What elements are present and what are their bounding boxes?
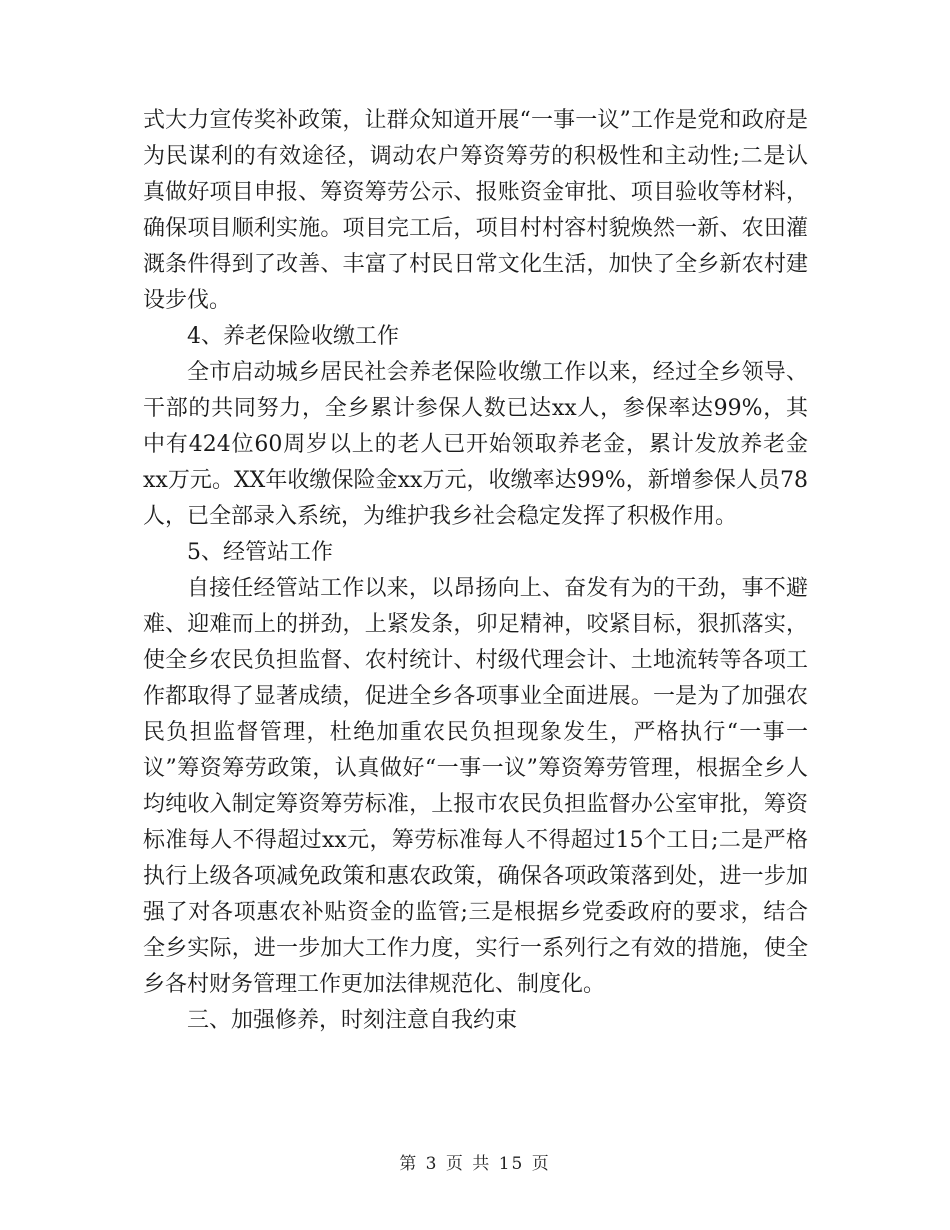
page-number-footer: 第 3 页 共 15 页 <box>399 1154 551 1174</box>
paragraph-pension-collection: 全市启动城乡居民社会养老保险收缴工作以来，经过全乡领导、干部的共同努力，全乡累计参保人数已达xx人，参保率达99%，其中有424位60周岁以上的老人已开始领取养老金，累计发放养老金xx万元。XX年收缴保险金xx万元，收缴率达99%，新增参保人员78人，已全部录入系统，为维护我乡社会稳定发挥了积极作用。 <box>143 360 808 529</box>
paragraph-rural-project: 式大力宣传奖补政策，让群众知道开展“一事一议”工作是党和政府是为民谋利的有效途径，调动农户筹资筹劳的积极性和主动性;二是认真做好项目申报、筹资筹劳公示、报账资金审批、项目验收等材料，确保项目顺利实施。项目完工后，项目村村容村貌焕然一新、农田灌溉条件得到了改善、丰富了村民日常文化生活，加快了全乡新农村建设步伐。 <box>143 108 808 313</box>
heading-pension-collection: 4、养老保险收缴工作 <box>187 324 399 349</box>
document-body <box>143 103 808 1039</box>
heading-self-discipline: 三、加强修养，时刻注意自我约束 <box>187 1008 518 1033</box>
paragraph-management-station: 自接任经管站工作以来，以昂扬向上、奋发有为的干劲，事不避难、迎难而上的拼劲，上紧发条，卯足精神，咬紧目标，狠抓落实，使全乡农民负担监督、农村统计、村级代理会计、土地流转等各项工作都取得了显著成绩，促进全乡各项事业全面进展。一是为了加强农民负担监督管理，杜绝加重农民负担现象发生，严格执行“一事一议”筹资筹劳政策，认真做好“一事一议”筹资筹劳管理，根据全乡人均纯收入制定筹资筹劳标准，上报市农民负担监督办公室审批，筹资标准每人不得超过xx元，筹劳标准每人不得超过15个工日;二是严格执行上级各项减免政策和惠农政策，确保各项政策落到处，进一步加强了对各项惠农补贴资金的监管;三是根据乡党委政府的要求，结合全乡实际，进一步加大工作力度，实行一系列行之有效的措施，使全乡各村财务管理工作更加法律规范化、制度化。 <box>143 576 808 997</box>
heading-management-station: 5、经管站工作 <box>187 540 333 565</box>
